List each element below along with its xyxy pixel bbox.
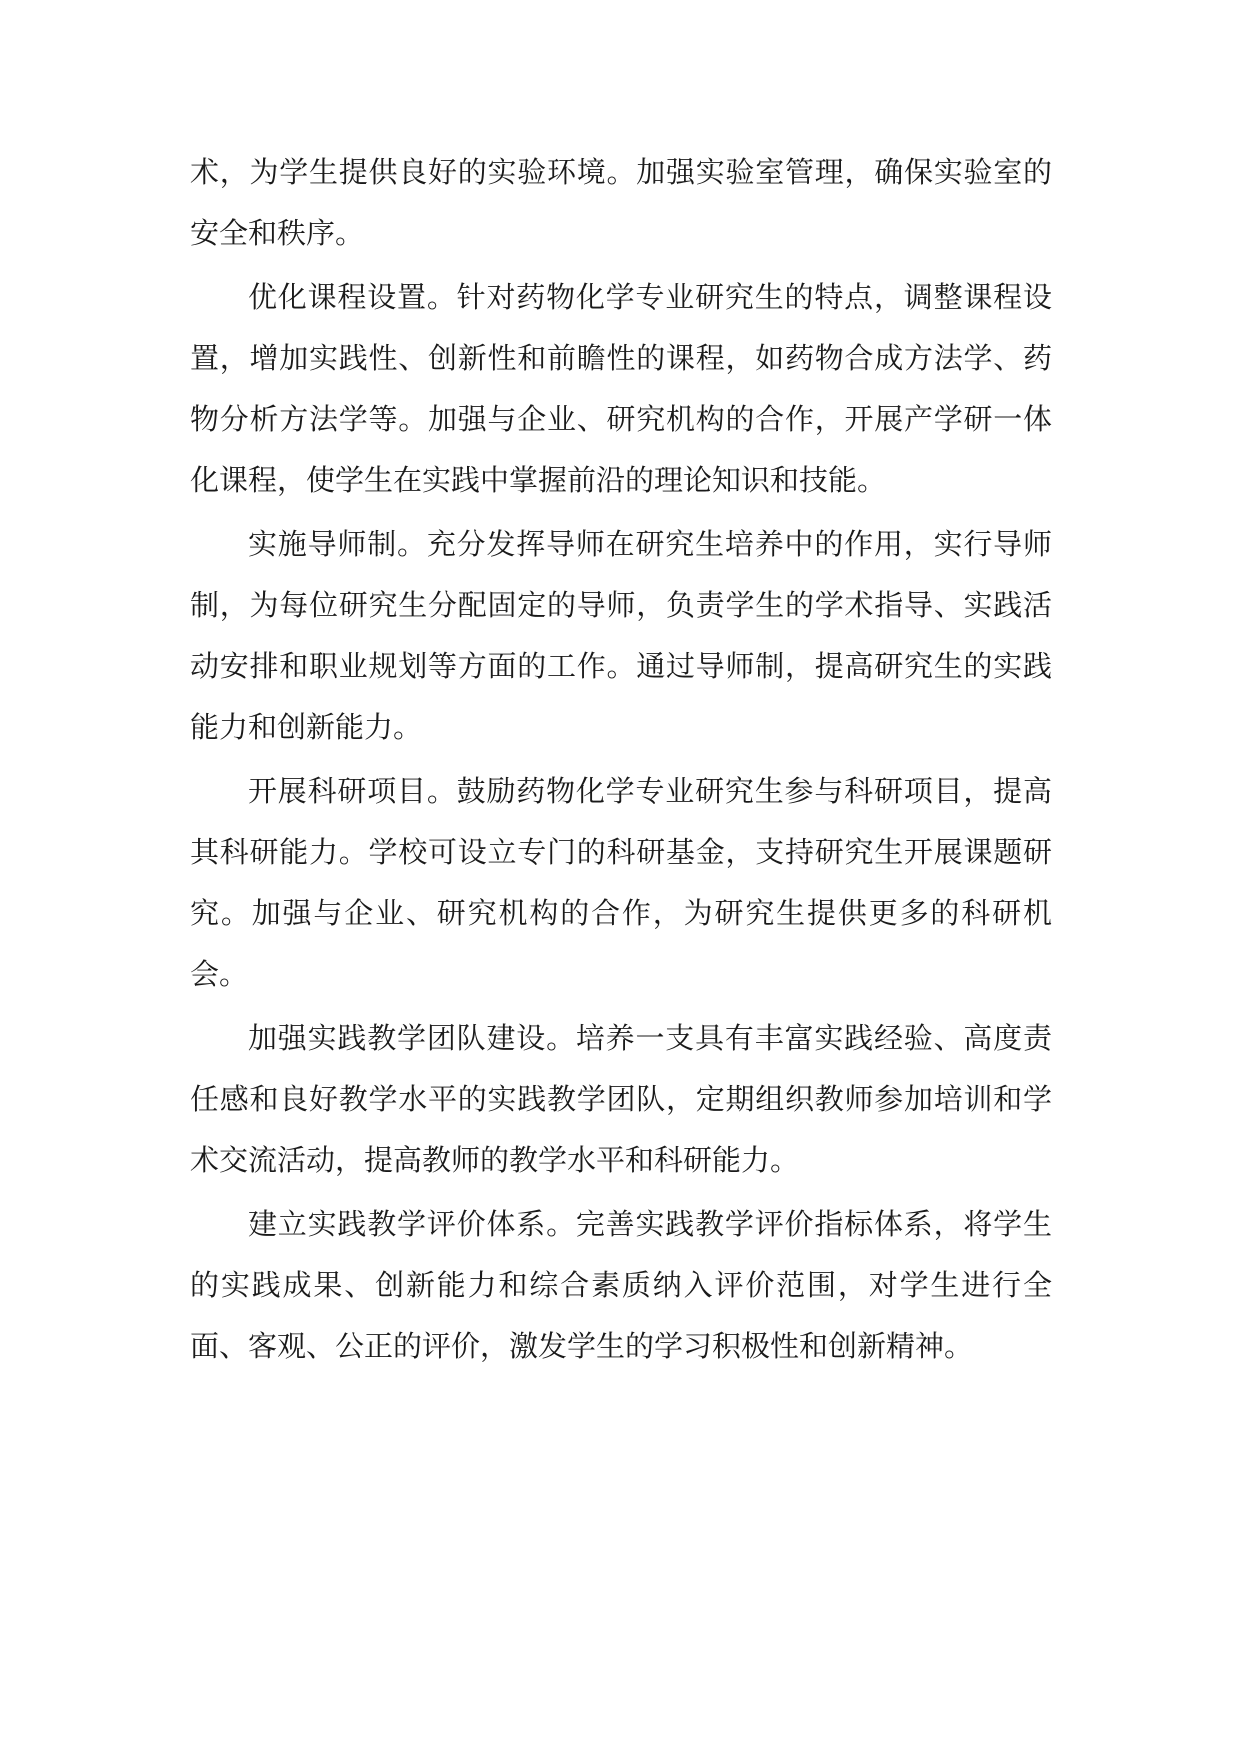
paragraph-mentor-system: 实施导师制。充分发挥导师在研究生培养中的作用，实行导师制，为每位研究生分配固定的导师，负责学生的学术指导、实践活动安排和职业规划等方面的工作。通过导师制，提高研究生的实践能力和创新能力。: [190, 527, 1052, 744]
paragraph-research-projects: 开展科研项目。鼓励药物化学专业研究生参与科研项目，提高其科研能力。学校可设立专门的科研基金，支持研究生开展课题研究。加强与企业、研究机构的合作，为研究生提供更多的科研机会。: [190, 774, 1052, 991]
paragraph-evaluation-system: 建立实践教学评价体系。完善实践教学评价指标体系，将学生的实践成果、创新能力和综合素质纳入评价范围，对学生进行全面、客观、公正的评价，激发学生的学习积极性和创新精神。: [190, 1207, 1052, 1363]
paragraph-continuation: 术，为学生提供良好的实验环境。加强实验室管理，确保实验室的安全和秩序。: [190, 155, 1052, 250]
paragraph-teaching-team: 加强实践教学团队建设。培养一支具有丰富实践经验、高度责任感和良好教学水平的实践教学团队，定期组织教师参加培训和学术交流活动，提高教师的教学水平和科研能力。: [190, 1021, 1052, 1177]
document-body: [190, 142, 1052, 1377]
paragraph-course-setup: 优化课程设置。针对药物化学专业研究生的特点，调整课程设置，增加实践性、创新性和前瞻性的课程，如药物合成方法学、药物分析方法学等。加强与企业、研究机构的合作，开展产学研一体化课程，使学生在实践中掌握前沿的理论知识和技能。: [190, 280, 1052, 497]
